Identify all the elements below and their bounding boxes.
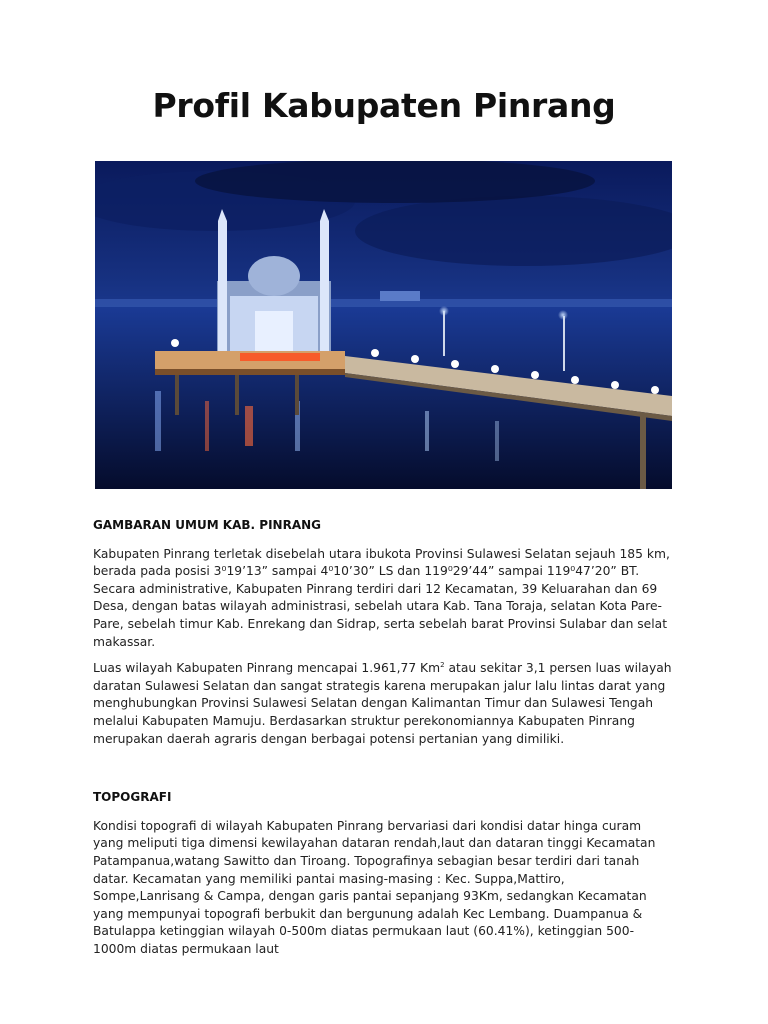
luas-text-a: Luas wilayah Kabupaten Pinrang mencapai 1.961,77 Km: [93, 661, 441, 676]
paragraph-lokasi: Kabupaten Pinrang terletak disebelah utara ibukota Provinsi Sulawesi Selatan sejauh 185 km, berada pada posisi 3⁰19’13” sampai 4⁰10’30” LS dan 119⁰29’44” sampai 119⁰47’20” BT. Secara administrative, Kabupaten Pinrang terdiri dari 12 Kecamatan, 39 Keluarahan dan 69 Desa, dengan batas wilayah administrasi, sebelah utara Kab. Tana Toraja, selatan Kota Pare-Pare, sebelah timur Kab. Enrekang dan Sidrap, serta sebelah barat Provinsi Sulabar dan selat makassar.: [93, 546, 670, 649]
page-title: Profil Kabupaten Pinrang: [152, 86, 616, 125]
luas-superscript: 2: [440, 661, 445, 670]
section-spacer: [93, 757, 673, 789]
section-heading-topografi: TOPOGRAFI: [93, 790, 172, 805]
paragraph-topografi: Kondisi topografi di wilayah Kabupaten Pinrang bervariasi dari kondisi datar hinga curam yang meliputi tiga dimensi kewilayahan dataran rendah,laut dan dataran tinggi Kecamatan Patampanua,watang Sawitto dan Tiroang. Topografinya sebagian besar terdiri dari tanah datar. Kecamatan yang memiliki pantai masing-masing : Kec. Suppa,Mattiro, Sompe,Lanrisang & Campa, dengan garis pantai sepanjang 93Km, sedangkan Kecamatan yang mempunyai topografi berbukit dan bergunung adalah Kec Lembang. Duampanua & Batulappa ketinggian wilayah 0-500m diatas permukaan laut (60.41%), ketinggian 500-1000m diatas permukaan laut: [93, 818, 656, 956]
paragraph-luas-wilayah: [93, 660, 673, 748]
document-body: [93, 517, 673, 967]
mosque-photo: [95, 161, 672, 489]
section-heading-gambaran-umum: GAMBARAN UMUM KAB. PINRANG: [93, 518, 321, 532]
luas-text-b: atau sekitar 3,1 persen luas wilayah daratan Sulawesi Selatan dan sangat strategis karena merupakan jalur lalu lintas darat yang menghubungkan Provinsi Sulawesi Selatan dengan Kalimantan Timur dan Sulawesi Tengah melalui Kabupaten Mamuju. Berdasarkan struktur perekonomiannya Kabupaten Pinrang merupakan daerah agraris dengan berbagai potensi pertanian yang dimiliki.: [93, 661, 672, 746]
